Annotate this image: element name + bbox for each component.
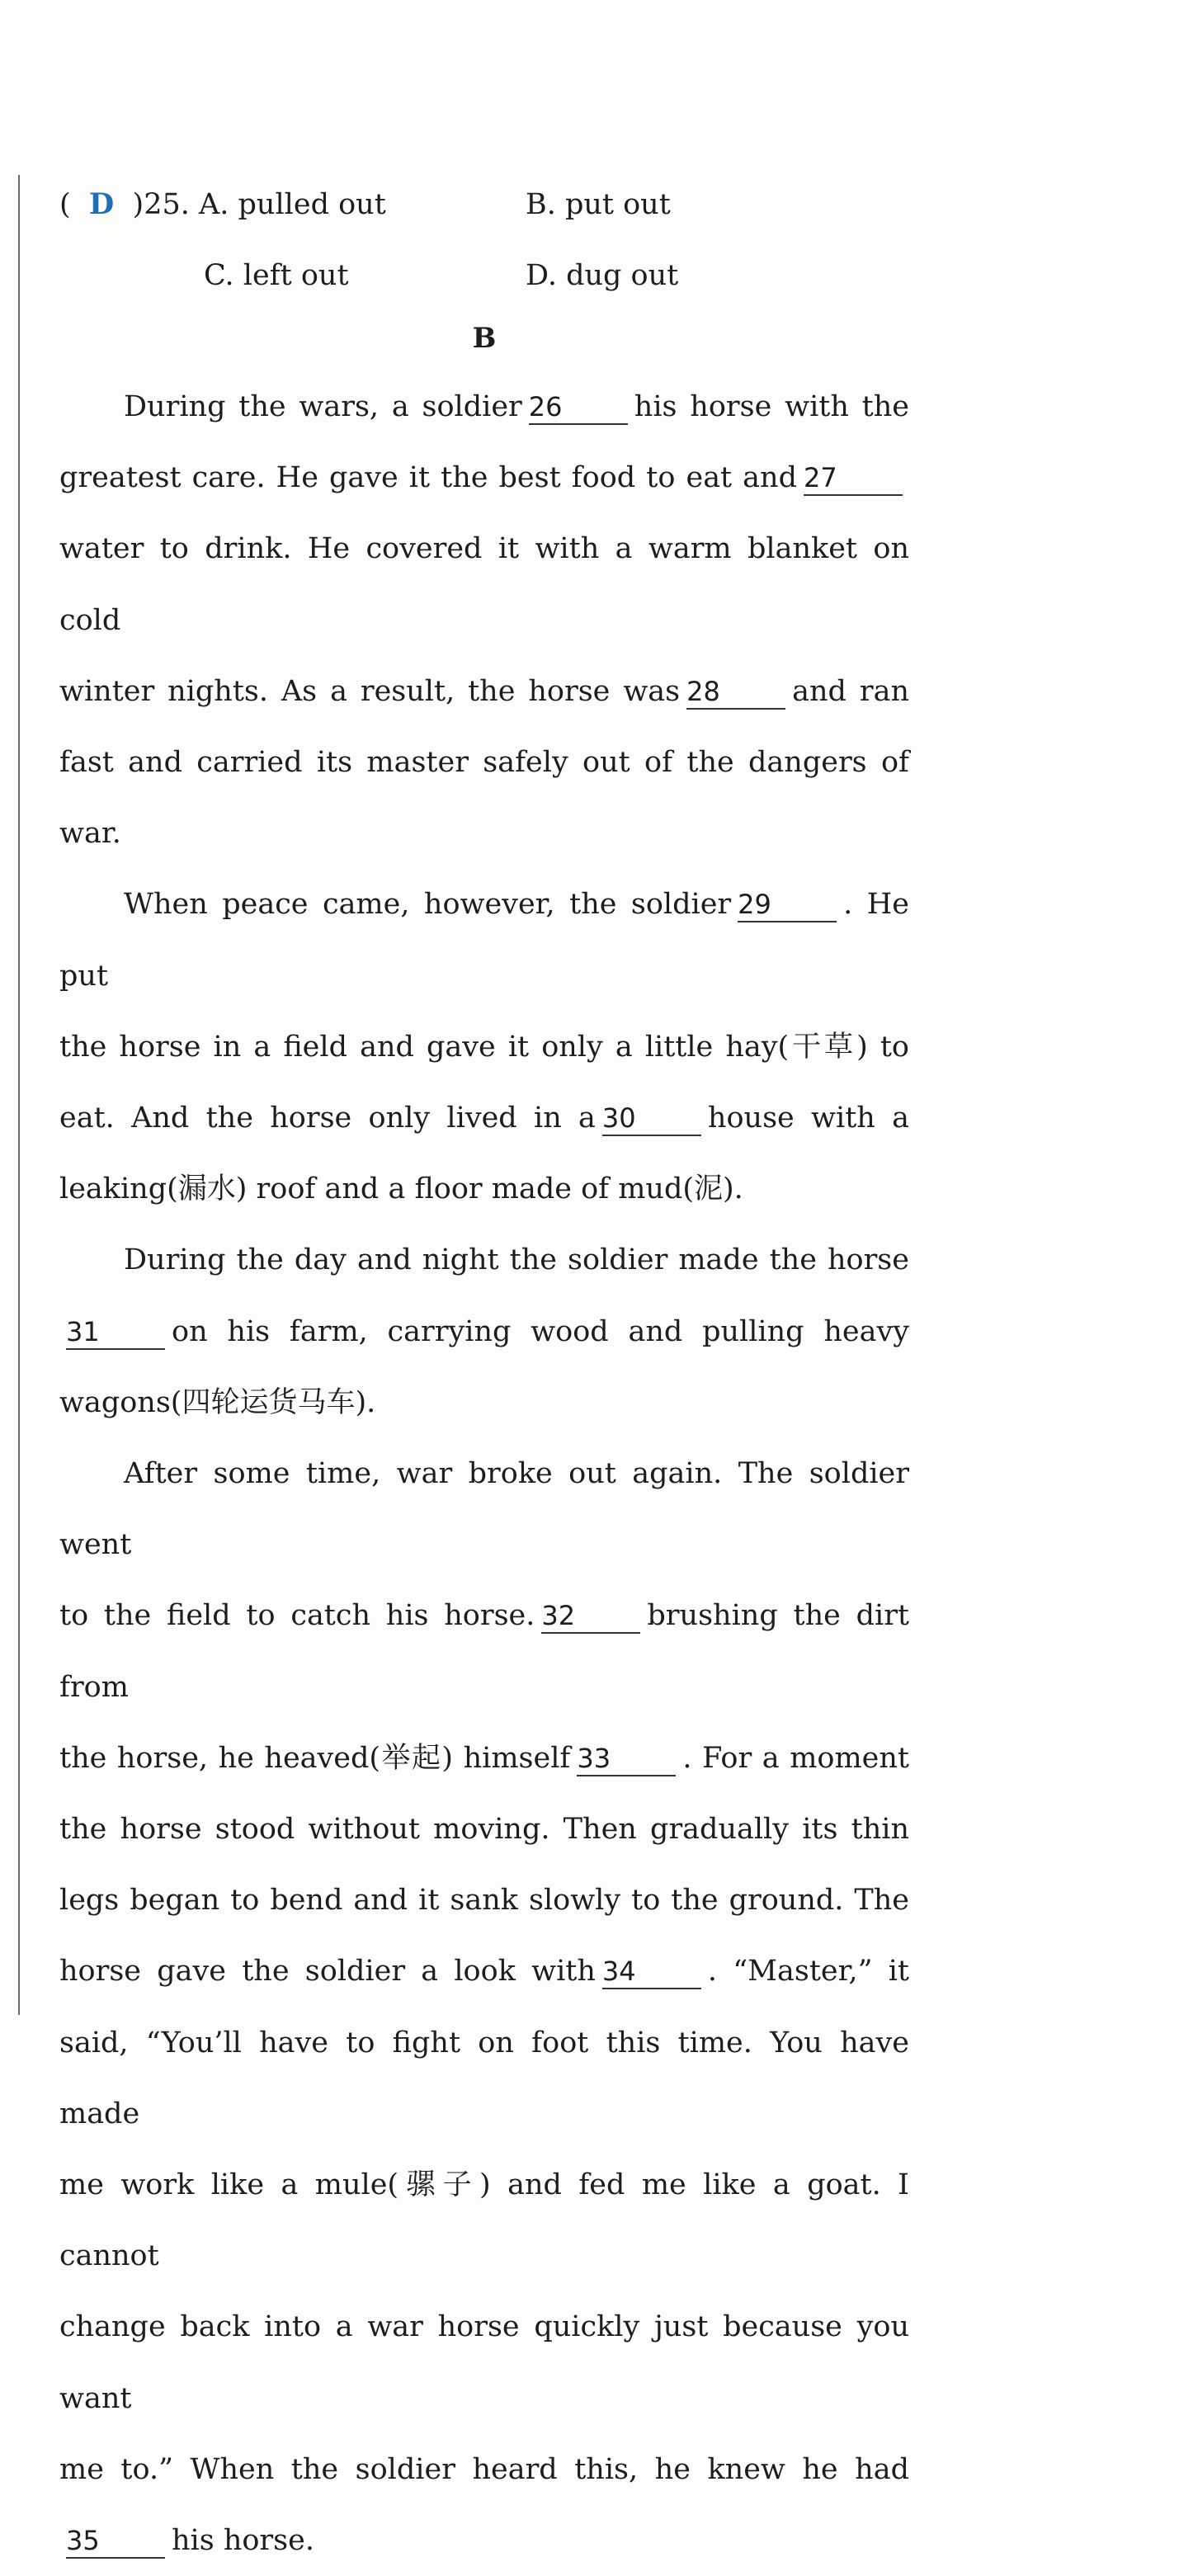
line-text-after-blank: . For a moment [682,1741,910,1775]
cloze-blank: 30 [602,1102,701,1136]
passage-line [59,1865,909,1936]
line-text-after-blank: on his farm, carrying wood and pulling heavy [172,1314,909,1348]
passage-line [59,513,909,655]
cloze-blank: 31 [66,1315,165,1350]
passage-line [59,869,909,1011]
margin-rule [18,175,20,2015]
line-text-after-blank: brushing the dirt from [59,1599,909,1704]
option-d: D. dug out [526,259,679,292]
passage-line [59,2434,909,2505]
cloze-blank: 29 [738,888,837,922]
line-text-after-blank: and ran [792,674,909,708]
passage-line [59,1296,909,1367]
line-text-after-blank: . He put [59,888,909,993]
question-25-stem [59,169,386,240]
line-text-after-blank: his horse with the [634,390,910,423]
line-text-after-blank: his horse. [172,2524,314,2558]
cloze-passage [59,371,909,2576]
cloze-blank: 35 [66,2524,165,2559]
cloze-blank: 28 [686,675,785,710]
cloze-blank: 32 [541,1599,640,1634]
line-text: the horse in a field and gave it only a little hay(干草) to [59,1030,909,1064]
line-text: water to drink. He covered it with a warm blanket on cold [59,532,909,637]
answer-letter: D [88,187,115,221]
passage-line [59,1794,909,1865]
option-c: C. left out [204,259,349,292]
line-text: During the wars, a soldier [124,390,522,423]
passage-line [59,727,909,869]
line-text: the horse stood without moving. Then gradually its thin [59,1813,909,1847]
passage-line [59,371,909,442]
passage-line [59,1154,909,1224]
line-text: legs began to bend and it sank slowly to the ground. The [59,1884,909,1918]
passage-line [59,656,909,727]
passage-line [59,1224,909,1295]
passage-line [59,1438,909,1580]
passage-line [59,2007,909,2149]
line-text: fast and carried its master safely out of the dangers of war. [59,746,909,851]
passage-line [59,1580,909,1722]
passage-line [59,1083,909,1154]
line-text: During the day and night the soldier made the horse [124,1243,909,1277]
line-text: said, “You’ll have to fight on foot this time. You have made [59,2026,909,2130]
line-text: me work like a mule(骡子) and fed me like a goat. I cannot [59,2168,909,2273]
line-text: me to.” When the soldier heard this, he knew he had [59,2452,909,2486]
question-25-row-2 [59,240,909,311]
section-title: B [472,322,497,355]
option-b: B. put out [526,188,671,221]
line-text: winter nights. As a result, the horse was [59,674,681,708]
line-text: the horse, he heaved(举起) himself [59,1741,571,1775]
passage-line [59,1012,909,1083]
cloze-blank: 33 [577,1742,676,1776]
cloze-blank: 27 [804,461,903,496]
line-text: horse gave the soldier a look with [59,1955,596,1989]
line-text: leaking(漏水) roof and a floor made of mud(泥). [59,1172,743,1206]
passage-line [59,1936,909,2007]
passage-line [59,1723,909,1794]
passage-line [59,442,909,513]
line-text-after-blank: . “Master,” it [707,1955,909,1989]
cloze-blank: 26 [529,390,628,425]
line-text: greatest care. He gave it the best food to eat and [59,461,797,495]
line-text: When peace came, however, the soldier [124,888,732,922]
line-text: wagons(四轮运货马车). [59,1385,376,1419]
passage-line [59,2291,909,2433]
option-a: )25. A. pulled out [132,188,386,221]
passage-line [59,2149,909,2291]
question-25 [59,169,909,311]
line-text: to the field to catch his horse. [59,1599,535,1633]
passage-line [59,1367,909,1438]
question-25-row-1 [59,169,909,240]
paren-open: ( [59,188,71,221]
line-text: After some time, war broke out again. The soldier went [59,1457,909,1562]
line-text-after-blank: house with a [707,1102,909,1135]
cloze-blank: 34 [602,1955,701,1989]
line-text: change back into a war horse quickly just because you want [59,2310,909,2415]
passage-line [59,2505,909,2576]
line-text: eat. And the horse only lived in a [59,1102,596,1135]
